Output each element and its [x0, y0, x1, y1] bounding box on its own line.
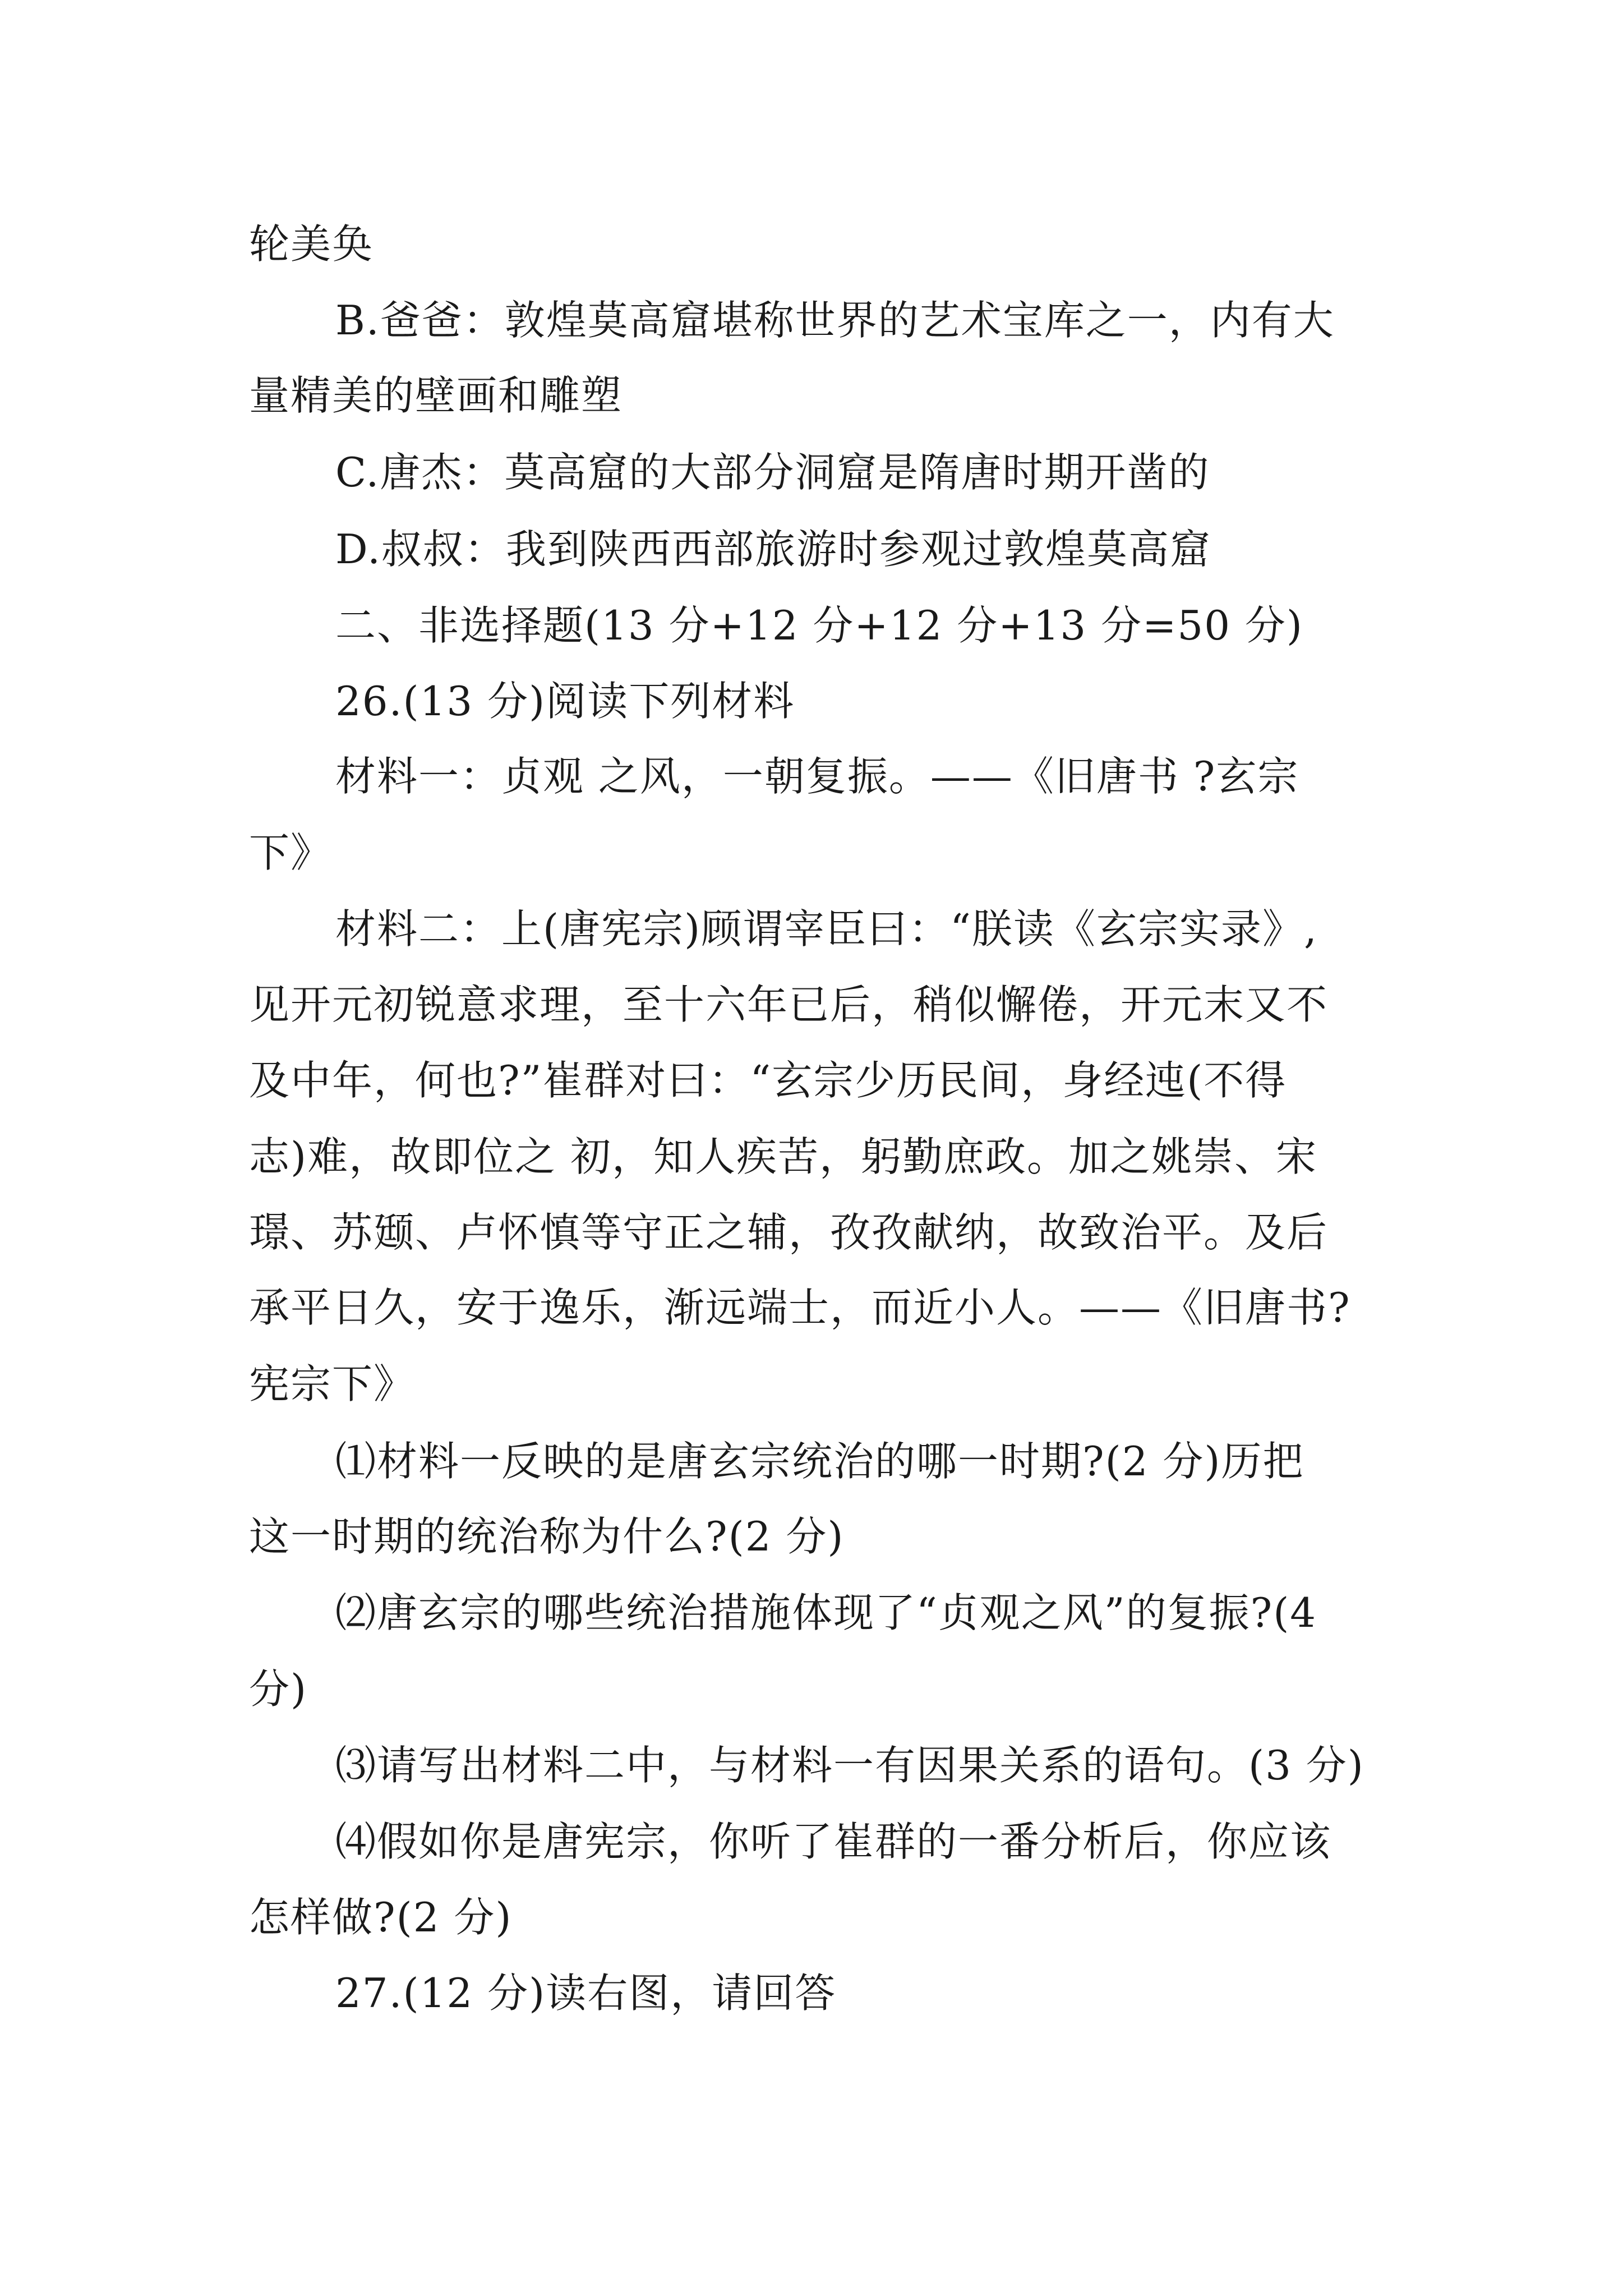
material-2-line-5: 璟、苏颋、卢怀慎等守正之辅，孜孜献纳，故致治平。及后 [249, 1209, 1329, 1256]
material-2-line-6: 承平日久，安于逸乐，渐远端士，而近小人。——《旧唐书? [249, 1284, 1351, 1331]
material-2-line-4: 志)难，故即位之 初，知人疾苦，躬勤庶政。加之姚崇、宋 [249, 1133, 1317, 1180]
option-c: C.唐杰：莫高窟的大部分洞窟是隋唐时期开凿的 [335, 449, 1210, 496]
section-heading: 二、非选择题(13 分+12 分+12 分+13 分=50 分) [335, 602, 1304, 649]
question-26-title: 26.(13 分)阅读下列材料 [335, 678, 795, 725]
material-1-line-1: 材料一：贞观 之风，一朝复振。——《旧唐书 ?玄宗 [335, 753, 1299, 800]
material-1-line-2: 下》 [249, 829, 333, 876]
text-line: 轮美奂 [249, 220, 374, 268]
subquestion-2-line-2: 分) [249, 1665, 308, 1713]
question-27-title: 27.(12 分)读右图，请回答 [335, 1970, 837, 2017]
subquestion-1-line-1: ⑴材料一反映的是唐玄宗统治的哪一时期?(2 分)历把 [335, 1438, 1304, 1485]
option-d: D.叔叔：我到陕西西部旅游时参观过敦煌莫高窟 [335, 526, 1212, 573]
option-b-line-2: 量精美的壁画和雕塑 [249, 372, 623, 419]
material-2-line-7: 宪宗下》 [249, 1360, 416, 1407]
material-2-line-2: 见开元初锐意求理，至十六年已后，稍似懈倦，开元末又不 [249, 981, 1329, 1028]
subquestion-4-line-2: 怎样做?(2 分) [249, 1894, 513, 1941]
material-2-line-1: 材料二：上(唐宪宗)顾谓宰臣曰：“朕读《玄宗实录》, [335, 905, 1318, 953]
material-2-line-3: 及中年，何也?”崔群对曰：“玄宗少历民间，身经迍(不得 [249, 1057, 1287, 1104]
option-b-line-1: B.爸爸：敦煌莫高窟堪称世界的艺术宝库之一，内有大 [335, 297, 1335, 344]
subquestion-2-line-1: ⑵唐玄宗的哪些统治措施体现了“贞观之风”的复振?(4 [335, 1589, 1317, 1636]
subquestion-1-line-2: 这一时期的统治称为什么?(2 分) [249, 1513, 845, 1560]
subquestion-3: ⑶请写出材料二中，与材料一有因果关系的语句。(3 分) [335, 1742, 1364, 1789]
subquestion-4-line-1: ⑷假如你是唐宪宗，你听了崔群的一番分析后，你应该 [335, 1818, 1332, 1865]
